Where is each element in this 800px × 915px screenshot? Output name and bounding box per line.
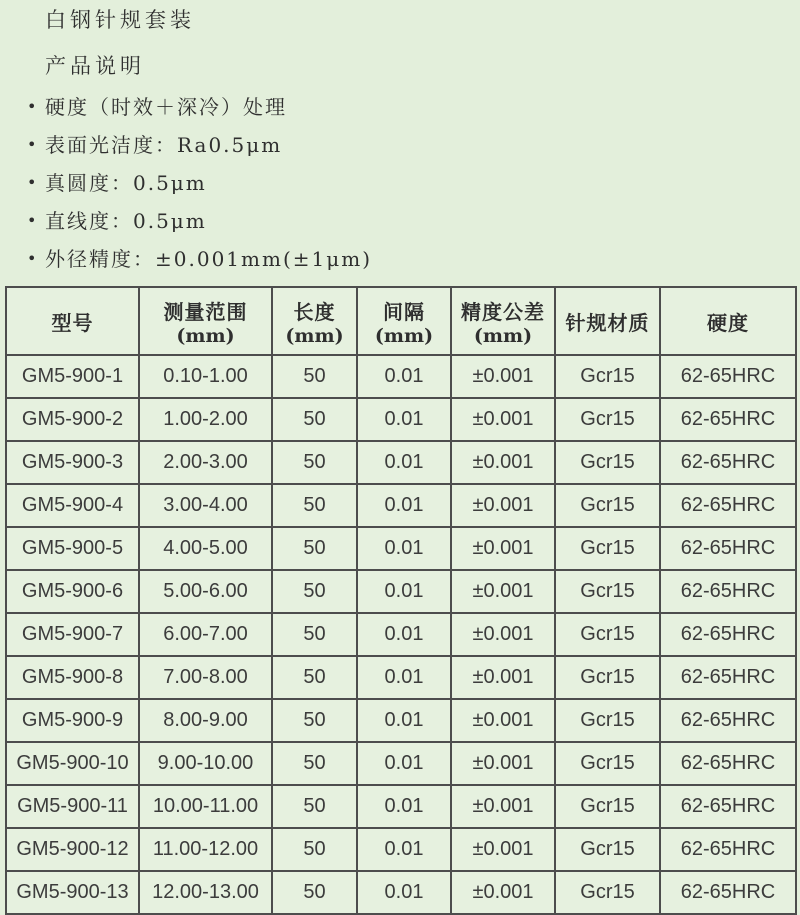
table-cell: 0.01 [357, 441, 451, 484]
table-cell: 62-65HRC [660, 656, 796, 699]
table-cell: 50 [272, 871, 357, 914]
table-cell: 0.01 [357, 785, 451, 828]
table-cell: 50 [272, 355, 357, 398]
table-cell: GM5-900-3 [6, 441, 139, 484]
spec-text: 表面光洁度：Ra0.5μm [45, 133, 283, 157]
table-cell: 50 [272, 656, 357, 699]
column-header-length: 长度 (mm) [272, 287, 357, 355]
table-cell: 62-65HRC [660, 613, 796, 656]
table-cell: Gcr15 [555, 527, 660, 570]
table-row [6, 871, 796, 914]
table-cell: 9.00-10.00 [139, 742, 272, 785]
table-row [6, 484, 796, 527]
table-header-row [6, 287, 796, 355]
table-cell: Gcr15 [555, 484, 660, 527]
table-cell: Gcr15 [555, 570, 660, 613]
column-header-model: 型号 [6, 287, 139, 355]
table-cell: 50 [272, 742, 357, 785]
table-row [6, 398, 796, 441]
table-cell: 62-65HRC [660, 785, 796, 828]
table-cell: 50 [272, 484, 357, 527]
table-header [6, 287, 796, 355]
table-cell: 50 [272, 699, 357, 742]
spec-text: 直线度：0.5μm [45, 209, 207, 233]
list-item [27, 172, 800, 194]
table-cell: ±0.001 [451, 398, 555, 441]
table-cell: ±0.001 [451, 484, 555, 527]
table-cell: GM5-900-7 [6, 613, 139, 656]
bullet-icon: • [27, 135, 37, 154]
table-cell: ±0.001 [451, 613, 555, 656]
table-cell: 62-65HRC [660, 398, 796, 441]
table-cell: Gcr15 [555, 785, 660, 828]
column-header-hardness: 硬度 [660, 287, 796, 355]
table-row [6, 441, 796, 484]
table-cell: 0.01 [357, 570, 451, 613]
table-cell: GM5-900-2 [6, 398, 139, 441]
column-header-tolerance: 精度公差 (mm) [451, 287, 555, 355]
table-cell: 50 [272, 785, 357, 828]
bullet-icon: • [27, 173, 37, 192]
product-spec-page [0, 8, 800, 915]
column-header-range: 测量范围 (mm) [139, 287, 272, 355]
list-item [27, 210, 800, 232]
list-item [27, 96, 800, 118]
table-row [6, 699, 796, 742]
table-cell: 62-65HRC [660, 527, 796, 570]
table-cell: ±0.001 [451, 527, 555, 570]
table-cell: 62-65HRC [660, 570, 796, 613]
table-row [6, 656, 796, 699]
table-cell: Gcr15 [555, 355, 660, 398]
list-item [27, 248, 800, 270]
table-cell: GM5-900-5 [6, 527, 139, 570]
table-cell: GM5-900-11 [6, 785, 139, 828]
table-cell: 50 [272, 441, 357, 484]
table-cell: 62-65HRC [660, 441, 796, 484]
table-cell: 2.00-3.00 [139, 441, 272, 484]
table-cell: 62-65HRC [660, 699, 796, 742]
spec-table [5, 286, 797, 915]
table-row [6, 570, 796, 613]
table-cell: 50 [272, 613, 357, 656]
table-cell: 50 [272, 398, 357, 441]
section-title: 产品说明 [45, 54, 145, 78]
table-cell: 0.01 [357, 828, 451, 871]
list-item [27, 134, 800, 156]
table-cell: 0.01 [357, 355, 451, 398]
table-cell: ±0.001 [451, 355, 555, 398]
table-cell: ±0.001 [451, 828, 555, 871]
table-cell: 7.00-8.00 [139, 656, 272, 699]
table-cell: 3.00-4.00 [139, 484, 272, 527]
table-cell: 0.01 [357, 699, 451, 742]
table-cell: GM5-900-10 [6, 742, 139, 785]
table-cell: 62-65HRC [660, 871, 796, 914]
table-cell: ±0.001 [451, 570, 555, 613]
table-cell: ±0.001 [451, 656, 555, 699]
page-title: 白钢针规套装 [45, 8, 195, 32]
table-cell: 11.00-12.00 [139, 828, 272, 871]
table-cell: ±0.001 [451, 441, 555, 484]
table-cell: Gcr15 [555, 828, 660, 871]
table-cell: Gcr15 [555, 656, 660, 699]
table-body [6, 355, 796, 914]
table-cell: ±0.001 [451, 785, 555, 828]
table-row [6, 355, 796, 398]
table-cell: 50 [272, 570, 357, 613]
spec-text: 外径精度：±0.001mm(±1μm) [45, 247, 372, 271]
table-cell: 12.00-13.00 [139, 871, 272, 914]
table-cell: Gcr15 [555, 398, 660, 441]
table-cell: Gcr15 [555, 742, 660, 785]
table-row [6, 613, 796, 656]
table-cell: 62-65HRC [660, 484, 796, 527]
spec-text: 真圆度：0.5μm [45, 171, 207, 195]
table-cell: ±0.001 [451, 742, 555, 785]
table-cell: 1.00-2.00 [139, 398, 272, 441]
table-cell: 0.01 [357, 527, 451, 570]
table-cell: 0.01 [357, 656, 451, 699]
table-row [6, 742, 796, 785]
table-row [6, 828, 796, 871]
table-cell: Gcr15 [555, 871, 660, 914]
table-cell: ±0.001 [451, 699, 555, 742]
table-row [6, 527, 796, 570]
table-cell: GM5-900-9 [6, 699, 139, 742]
table-cell: 0.01 [357, 742, 451, 785]
table-cell: 62-65HRC [660, 828, 796, 871]
table-cell: Gcr15 [555, 699, 660, 742]
bullet-icon: • [27, 97, 37, 116]
table-cell: 50 [272, 828, 357, 871]
table-cell: ±0.001 [451, 871, 555, 914]
bullet-icon: • [27, 211, 37, 230]
table-cell: GM5-900-1 [6, 355, 139, 398]
table-cell: 4.00-5.00 [139, 527, 272, 570]
table-cell: 0.01 [357, 871, 451, 914]
table-cell: 6.00-7.00 [139, 613, 272, 656]
column-header-step: 间隔 (mm) [357, 287, 451, 355]
spec-bullet-list [0, 96, 800, 270]
table-cell: 62-65HRC [660, 355, 796, 398]
table-cell: 0.01 [357, 613, 451, 656]
table-cell: 0.01 [357, 398, 451, 441]
table-cell: GM5-900-6 [6, 570, 139, 613]
table-row [6, 785, 796, 828]
table-cell: 0.10-1.00 [139, 355, 272, 398]
table-cell: 5.00-6.00 [139, 570, 272, 613]
bullet-icon: • [27, 249, 37, 268]
spec-text: 硬度（时效＋深冷）处理 [45, 95, 287, 119]
column-header-material: 针规材质 [555, 287, 660, 355]
table-cell: Gcr15 [555, 613, 660, 656]
table-cell: 8.00-9.00 [139, 699, 272, 742]
table-cell: GM5-900-13 [6, 871, 139, 914]
table-cell: 62-65HRC [660, 742, 796, 785]
table-cell: GM5-900-12 [6, 828, 139, 871]
table-cell: 50 [272, 527, 357, 570]
table-cell: 10.00-11.00 [139, 785, 272, 828]
table-cell: GM5-900-8 [6, 656, 139, 699]
table-cell: Gcr15 [555, 441, 660, 484]
table-cell: 0.01 [357, 484, 451, 527]
table-cell: GM5-900-4 [6, 484, 139, 527]
